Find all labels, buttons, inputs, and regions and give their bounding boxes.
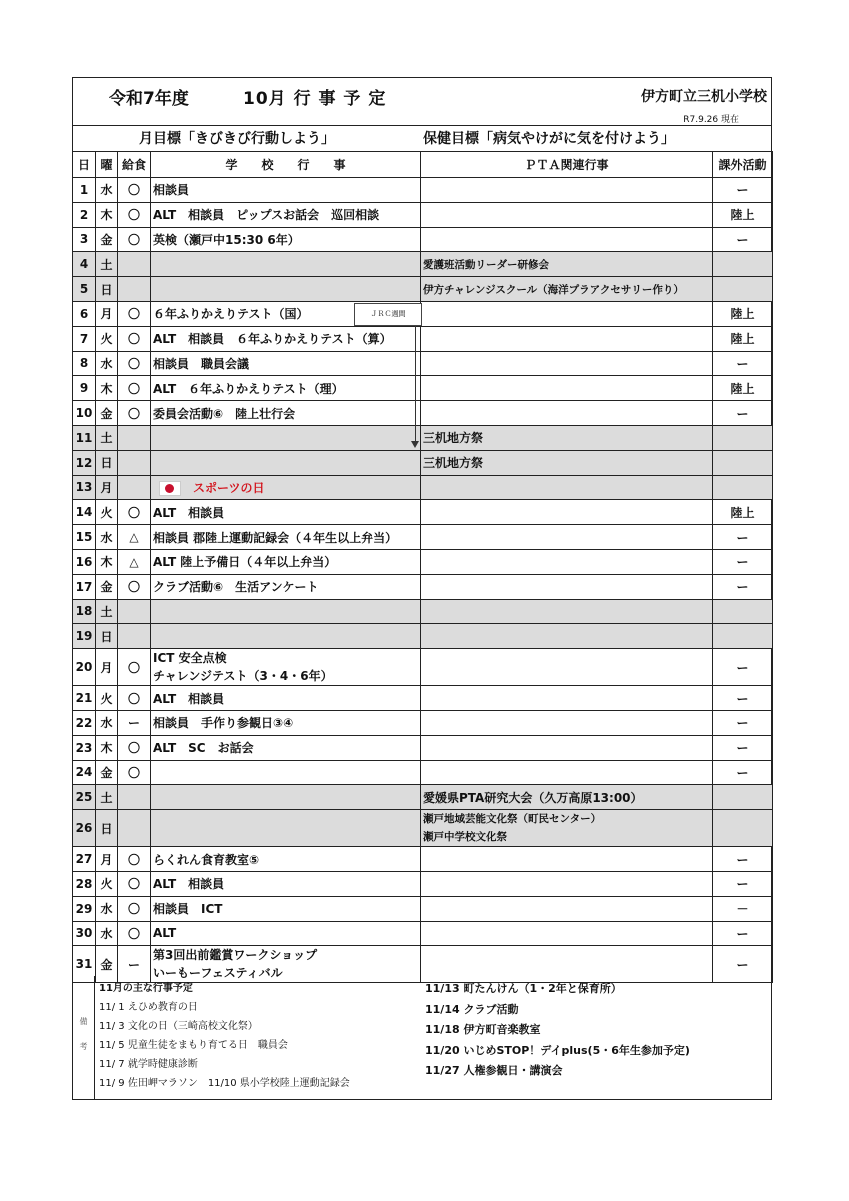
day-cell: 12 [73,450,96,475]
extra-activity-cell: ー [713,649,773,686]
day-cell: 9 [73,376,96,401]
notes-section [73,976,771,1100]
jrc-week-label: ＪＲＣ週間 [354,303,422,326]
weekday-cell: 月 [96,475,118,500]
lunch-cell: 〇 [118,351,151,376]
weekday-cell: 火 [96,500,118,525]
extra-activity-cell: ー [713,946,773,983]
extra-activity-cell [713,252,773,277]
lunch-cell: △ [118,549,151,574]
school-event-cell: ALT 相談員 [151,500,421,525]
lunch-cell: ー [118,710,151,735]
table-row [73,810,773,847]
weekday-cell: 月 [96,301,118,326]
pta-cell [421,760,713,785]
japan-flag-icon [159,481,181,496]
lunch-cell: 〇 [118,649,151,686]
lunch-cell: 〇 [118,202,151,227]
notes-item: 11/ 7 就学時健康診断 [99,1059,198,1070]
school-event-cell: ALT SC お話会 [151,735,421,760]
weekday-cell: 水 [96,710,118,735]
school-event-cell [151,760,421,785]
extra-activity-cell [713,425,773,450]
pta-cell: 伊方チャレンジスクール（海洋プラアクセサリー作り） [421,277,713,302]
col-extra: 課外活動 [713,152,773,178]
school-event-line: 第3回出前鑑賞ワークショップ [153,948,318,963]
weekday-cell: 金 [96,946,118,983]
day-cell: 2 [73,202,96,227]
pta-cell [421,871,713,896]
pta-cell [421,525,713,550]
extra-activity-cell: 陸上 [713,376,773,401]
table-row [73,227,773,252]
day-cell: 27 [73,847,96,872]
table-row [73,649,773,686]
health-goal: 保健目標「病気やけがに気を付けよう」 [423,131,675,147]
weekday-cell: 火 [96,871,118,896]
jrc-arrow [415,326,416,444]
day-cell: 6 [73,301,96,326]
pta-cell [421,735,713,760]
day-cell: 30 [73,921,96,946]
school-event-cell: ALT 相談員 ６年ふりかえりテスト（算） [151,326,421,351]
lunch-cell: 〇 [118,376,151,401]
day-cell: 31 [73,946,96,983]
school-event-cell: 相談員 ICT [151,896,421,921]
table-row [73,710,773,735]
extra-activity-cell [713,475,773,500]
day-cell: 19 [73,624,96,649]
notes-side-label [73,976,95,1100]
weekday-cell: 金 [96,401,118,426]
lunch-cell [118,475,151,500]
table-row [73,277,773,302]
weekday-cell: 土 [96,425,118,450]
day-cell: 29 [73,896,96,921]
lunch-cell: 〇 [118,921,151,946]
extra-activity-cell [713,624,773,649]
weekday-cell: 日 [96,624,118,649]
school-event-cell: 相談員 [151,178,421,203]
notes-item: 11/ 5 児童生徒をまもり育てる日 職員会 [99,1040,288,1051]
extra-activity-cell: ー [713,710,773,735]
weekday-cell: 木 [96,735,118,760]
table-row [73,624,773,649]
extra-activity-cell: ー [713,525,773,550]
school-event-cell [151,475,421,500]
day-cell: 24 [73,760,96,785]
day-cell: 22 [73,710,96,735]
lunch-cell: 〇 [118,326,151,351]
extra-activity-cell: ー [713,227,773,252]
weekday-cell: 木 [96,376,118,401]
pta-cell [421,301,713,326]
lunch-cell: △ [118,525,151,550]
school-event-cell [151,450,421,475]
table-row [73,785,773,810]
weekday-cell: 金 [96,760,118,785]
weekday-cell: 土 [96,599,118,624]
col-weekday: 曜 [96,152,118,178]
pta-cell [421,847,713,872]
weekday-cell: 水 [96,178,118,203]
extra-activity-cell [713,785,773,810]
day-cell: 5 [73,277,96,302]
table-row [73,896,773,921]
school-event-cell [151,649,421,686]
table-row [73,351,773,376]
extra-activity-cell: ー [713,574,773,599]
pta-cell: 三机地方祭 [421,450,713,475]
table-row [73,450,773,475]
pta-cell: 愛媛県PTA研究大会（久万高原13:00） [421,785,713,810]
pta-cell [421,178,713,203]
lunch-cell: 〇 [118,227,151,252]
school-event-cell: 英検（瀬戸中15:30 6年） [151,227,421,252]
pta-cell [421,896,713,921]
lunch-cell [118,599,151,624]
extra-activity-cell: ー [713,921,773,946]
lunch-cell: 〇 [118,871,151,896]
lunch-cell: 〇 [118,686,151,711]
col-school-events: 学 校 行 事 [151,152,421,178]
weekday-cell: 水 [96,525,118,550]
lunch-cell [118,277,151,302]
table-row [73,549,773,574]
day-cell: 16 [73,549,96,574]
table-row [73,686,773,711]
notes-right [425,979,690,1082]
day-cell: 7 [73,326,96,351]
weekday-cell: 日 [96,810,118,847]
school-event-cell: らくれん食育教室⑤ [151,847,421,872]
day-cell: 23 [73,735,96,760]
extra-activity-cell: 陸上 [713,301,773,326]
notes-item: 11/18 伊方町音楽教室 [425,1023,541,1036]
school-event-cell: ALT 相談員 [151,871,421,896]
weekday-cell: 月 [96,847,118,872]
day-cell: 20 [73,649,96,686]
holiday-label: スポーツの日 [193,480,265,495]
table-row [73,425,773,450]
school-event-cell: ALT [151,921,421,946]
lunch-cell: ー [118,946,151,983]
as-of-date: R7.9.26 現在 [683,115,739,125]
day-cell: 8 [73,351,96,376]
extra-activity-cell [713,277,773,302]
extra-activity-cell: ー [713,735,773,760]
day-cell: 14 [73,500,96,525]
day-cell: 1 [73,178,96,203]
notes-side-1: 備 [79,1017,88,1026]
lunch-cell: 〇 [118,847,151,872]
extra-activity-cell [713,599,773,624]
day-cell: 10 [73,401,96,426]
table-row [73,847,773,872]
col-day: 日 [73,152,96,178]
school-event-line: いーもーフェスティバル [153,966,283,981]
pta-cell [421,401,713,426]
pta-cell [421,500,713,525]
pta-cell [421,475,713,500]
school-event-cell [151,810,421,847]
schedule-sheet [72,77,772,1100]
notes-left [99,979,350,1093]
pta-cell [421,921,713,946]
extra-activity-cell: ー [713,871,773,896]
extra-activity-cell: ー [713,401,773,426]
lunch-cell [118,624,151,649]
extra-activity-cell: － [713,896,773,921]
pta-cell [421,376,713,401]
notes-item: 11/ 9 佐田岬マラソン 11/10 県小学校陸上運動記録会 [99,1078,350,1089]
notes-heading: 11月の主な行事予定 [99,983,193,994]
weekday-cell: 火 [96,326,118,351]
extra-activity-cell: ー [713,686,773,711]
pta-cell [421,351,713,376]
pta-cell [421,810,713,847]
lunch-cell: 〇 [118,500,151,525]
pta-cell [421,624,713,649]
divider [73,125,771,126]
day-cell: 28 [73,871,96,896]
pta-cell [421,710,713,735]
pta-cell [421,549,713,574]
extra-activity-cell: ー [713,351,773,376]
header-row [73,152,773,178]
lunch-cell: 〇 [118,301,151,326]
day-cell: 18 [73,599,96,624]
table-row [73,574,773,599]
school-event-line: ICT 安全点検 [153,651,227,666]
lunch-cell: 〇 [118,178,151,203]
notes-item: 11/20 いじめSTOP！デイplus(5・6年生参加予定) [425,1043,690,1057]
notes-item: 11/14 クラブ活動 [425,1002,519,1016]
weekday-cell: 水 [96,921,118,946]
table-row [73,921,773,946]
school-event-cell: クラブ活動⑥ 生活アンケート [151,574,421,599]
table-row [73,735,773,760]
table-row [73,401,773,426]
school-event-line: チャレンジテスト（3・4・6年） [153,669,333,684]
weekday-cell: 土 [96,252,118,277]
day-cell: 21 [73,686,96,711]
pta-cell [421,686,713,711]
extra-activity-cell: 陸上 [713,202,773,227]
school-event-cell: ALT ６年ふりかえりテスト（理） [151,376,421,401]
school-event-cell [151,252,421,277]
day-cell: 11 [73,425,96,450]
notes-side-2: 考 [79,1042,88,1051]
weekday-cell: 木 [96,202,118,227]
pta-cell [421,202,713,227]
table-row [73,475,773,500]
weekday-cell: 日 [96,450,118,475]
schedule-table [72,151,773,983]
table-row [73,202,773,227]
pta-cell: 三机地方祭 [421,425,713,450]
pta-cell: 愛護班活動リーダー研修会 [421,252,713,277]
school-event-cell [151,277,421,302]
extra-activity-cell: ー [713,549,773,574]
table-row [73,525,773,550]
day-cell: 4 [73,252,96,277]
lunch-cell [118,425,151,450]
notes-item: 11/13 町たんけん（1・2年と保育所） [425,982,622,995]
table-row [73,760,773,785]
school-event-cell: ALT 相談員 ピップスお話会 巡回相談 [151,202,421,227]
extra-activity-cell: 陸上 [713,326,773,351]
pta-cell [421,326,713,351]
extra-activity-cell: ー [713,178,773,203]
lunch-cell [118,450,151,475]
pta-line: 瀬戸地域芸能文化祭（町民センター） [423,813,602,826]
school-event-cell: ６年ふりかえりテスト（国） [151,301,421,326]
extra-activity-cell: 陸上 [713,500,773,525]
pta-cell [421,227,713,252]
school-event-cell [151,425,421,450]
notes-item: 11/ 3 文化の日（三崎高校文化祭） [99,1021,258,1032]
day-cell: 25 [73,785,96,810]
weekday-cell: 水 [96,351,118,376]
lunch-cell: 〇 [118,896,151,921]
day-cell: 15 [73,525,96,550]
school-event-cell: 委員会活動⑥ 陸上壮行会 [151,401,421,426]
title-month: 10月 行 事 予 定 [243,89,387,109]
extra-activity-cell [713,810,773,847]
school-event-cell: 相談員 手作り参観日③④ [151,710,421,735]
weekday-cell: 金 [96,227,118,252]
school-event-cell: 相談員 郡陸上運動記録会（４年生以上弁当） [151,525,421,550]
weekday-cell: 木 [96,549,118,574]
notes-item: 11/27 人権参観日・講演会 [425,1064,563,1077]
day-cell: 26 [73,810,96,847]
lunch-cell: 〇 [118,401,151,426]
extra-activity-cell: ー [713,847,773,872]
table-row [73,376,773,401]
school-event-cell [151,785,421,810]
table-row [73,252,773,277]
pta-cell [421,649,713,686]
table-row [73,178,773,203]
lunch-cell: 〇 [118,760,151,785]
school-event-cell [151,624,421,649]
col-pta: ＰＴＡ関連行事 [421,152,713,178]
lunch-cell: 〇 [118,574,151,599]
weekday-cell: 水 [96,896,118,921]
school-event-cell [151,599,421,624]
weekday-cell: 日 [96,277,118,302]
weekday-cell: 月 [96,649,118,686]
school-event-cell: ALT 相談員 [151,686,421,711]
weekday-cell: 火 [96,686,118,711]
school-event-cell: ALT 陸上予備日（４年以上弁当） [151,549,421,574]
school-name: 伊方町立三机小学校 [641,89,767,105]
extra-activity-cell: ー [713,760,773,785]
weekday-cell: 土 [96,785,118,810]
lunch-cell [118,785,151,810]
table-row [73,301,773,326]
col-lunch: 給食 [118,152,151,178]
day-cell: 3 [73,227,96,252]
title-year: 令和7年度 [109,89,189,109]
pta-line: 瀬戸中学校文化祭 [423,831,507,844]
jrc-arrowhead [411,441,419,448]
table-row [73,599,773,624]
pta-cell [421,599,713,624]
extra-activity-cell [713,450,773,475]
table-row [73,326,773,351]
day-cell: 13 [73,475,96,500]
school-event-cell: 相談員 職員会議 [151,351,421,376]
pta-cell [421,574,713,599]
notes-item: 11/ 1 えひめ教育の日 [99,1002,198,1013]
monthly-goal: 月目標「きびきび行動しよう」 [139,131,335,147]
lunch-cell: 〇 [118,735,151,760]
table-row [73,871,773,896]
table-row [73,500,773,525]
day-cell: 17 [73,574,96,599]
weekday-cell: 金 [96,574,118,599]
lunch-cell [118,252,151,277]
lunch-cell [118,810,151,847]
